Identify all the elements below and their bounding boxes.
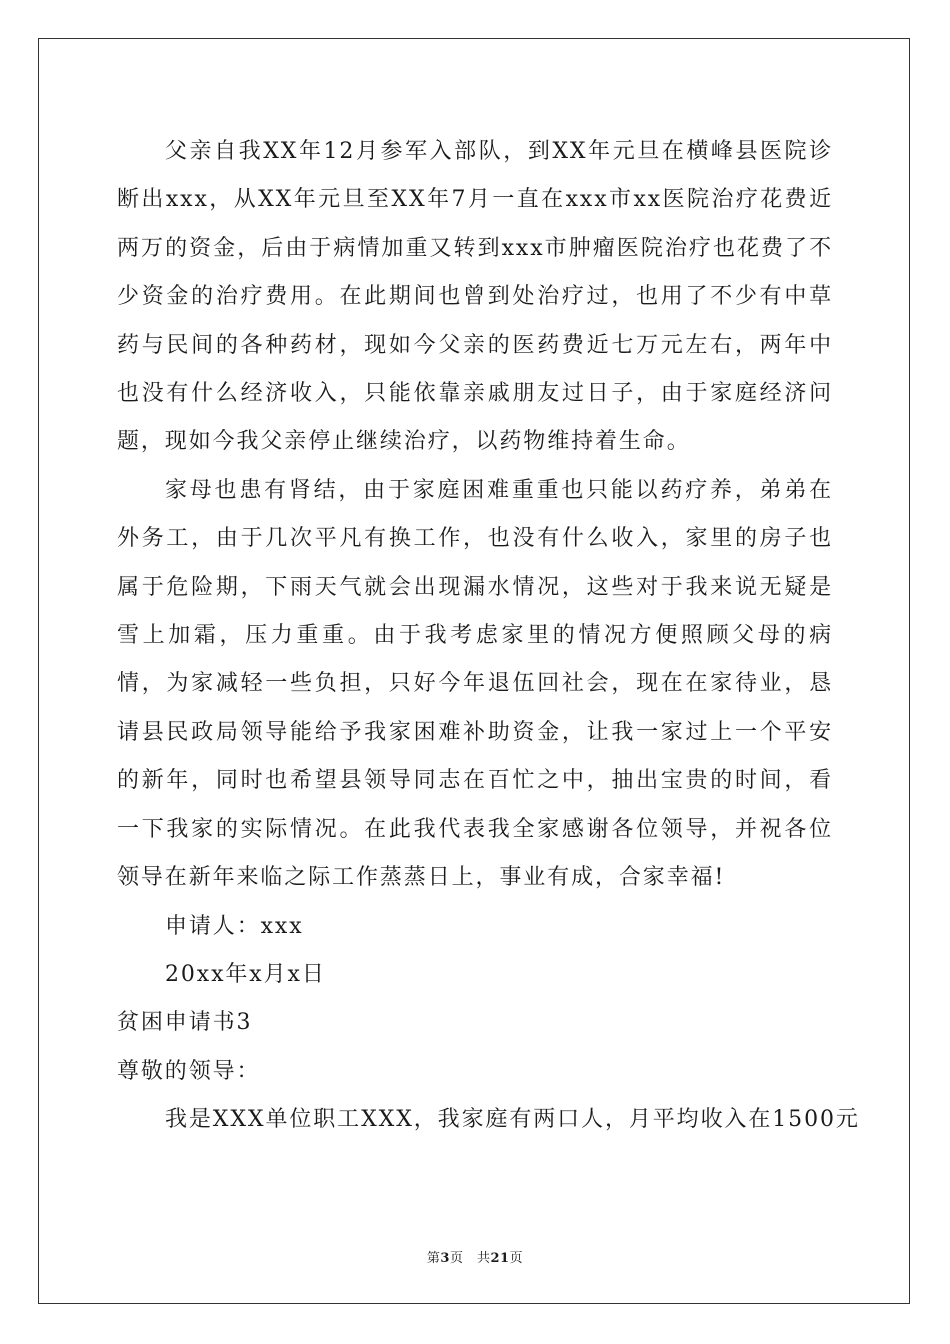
date-line: 20xx年x月x日 <box>165 961 326 987</box>
document-body <box>117 128 860 1145</box>
salutation: 尊敬的领导： <box>117 1058 261 1084</box>
paragraph-mother-and-family: 家母也患有肾结，由于家庭困难重重也只能以药疗养，弟弟在外务工，由于几次平凡有换工作，也没有什么收入，家里的房子也属于危险期，下雨天气就会出现漏水情况，这些对于我来说无疑是雪上加霜，压力重重。由于我考虑家里的情况方便照顾父母的病情，为家减轻一些负担，只好今年退伍回社会，现在在家待业，恳请县民政局领导能给予我家困难补助资金，让我一家过上一个平安的新年，同时也希望县领导同志在百忙之中，抽出宝贵的时间，看一下我家的实际情况。在此我代表我全家感谢各位领导，并祝各位领导在新年来临之际工作蒸蒸日上，事业有成，合家幸福! <box>117 477 833 891</box>
page-footer <box>0 1247 950 1266</box>
footer-suffix: 页 <box>509 1251 524 1266</box>
paragraph-father-illness: 父亲自我XX年12月参军入部队，到XX年元旦在横峰县医院诊断出xxx，从XX年元旦至XX年7月一直在xxx市xx医院治疗花费近两万的资金，后由于病情加重又转到xxx市肿瘤医院治疗也花费了不少资金的治疗费用。在此期间也曾到处治疗过，也用了不少有中草药与民间的各种药材，现如今父亲的医药费近七万元左右，两年中也没有什么经济收入，只能依靠亲戚朋友过日子，由于家庭经济问题，现如今我父亲停止继续治疗，以药物维持着生命。 <box>117 139 833 455</box>
applicant-line: 申请人：xxx <box>165 913 304 939</box>
section-title: 贫困申请书3 <box>117 1010 253 1036</box>
paragraph-intro: 我是XXX单位职工XXX，我家庭有两口人，月平均收入在1500元 <box>165 1107 860 1133</box>
footer-page-number: 3 <box>440 1251 450 1266</box>
footer-total-pages: 21 <box>490 1251 510 1266</box>
footer-prefix: 第 <box>426 1251 441 1266</box>
footer-mid: 页 共 <box>449 1251 491 1266</box>
